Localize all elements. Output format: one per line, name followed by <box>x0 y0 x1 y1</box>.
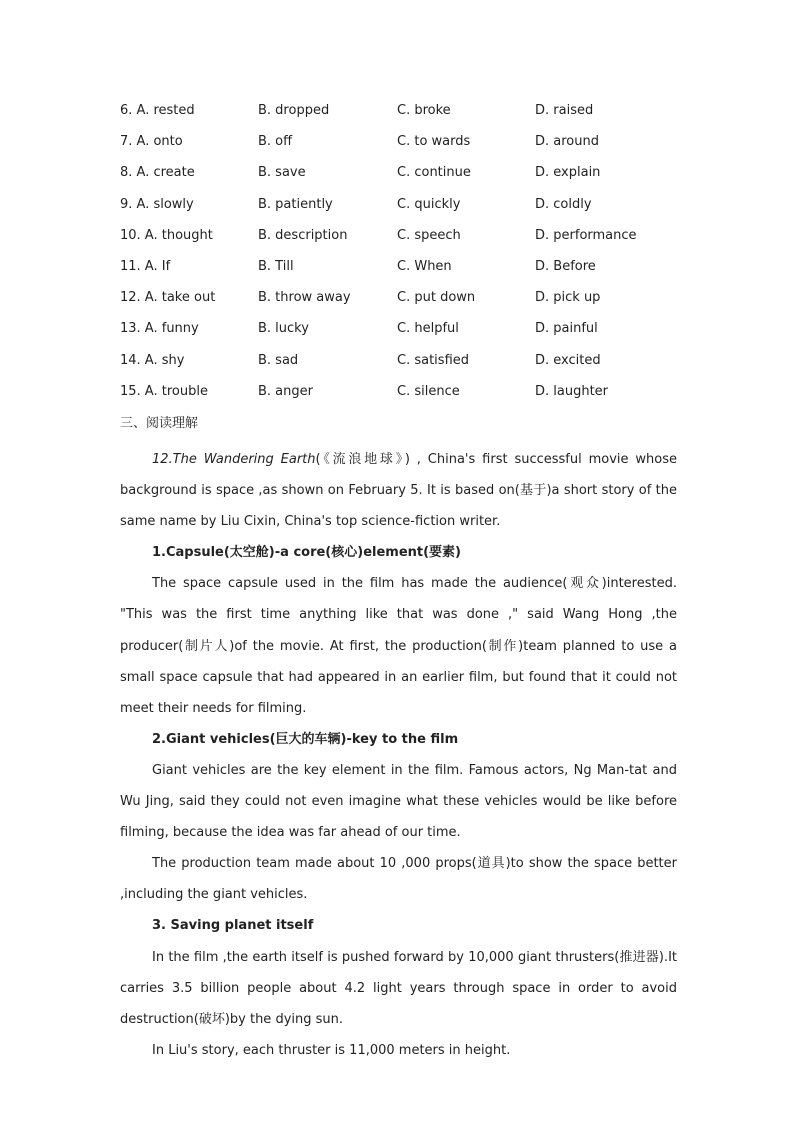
option-row <box>120 131 680 162</box>
options-table <box>120 100 680 412</box>
option-c: C. helpful <box>397 321 459 337</box>
paragraph: The production team made about 10 ,000 props(道具)to show the space better ,including the giant vehicles. <box>120 856 677 903</box>
option-b: B. description <box>258 227 348 243</box>
option-a: 13. A. funny <box>120 321 199 337</box>
reading-passage <box>120 444 677 1066</box>
section-heading-planet: 3. Saving planet itself <box>152 918 314 934</box>
option-d: D. explain <box>535 165 601 181</box>
option-d: D. performance <box>535 227 637 243</box>
option-a: 9. A. slowly <box>120 196 194 212</box>
option-a: 10. A. thought <box>120 227 213 243</box>
option-b: B. patiently <box>258 196 333 212</box>
option-row <box>120 350 680 381</box>
intro-paragraph <box>120 444 677 537</box>
option-b: B. sad <box>258 352 299 368</box>
option-d: D. laughter <box>535 383 609 399</box>
section-heading-capsule: 1.Capsule(太空舱)-a core(核心)element(要素) <box>152 545 461 561</box>
option-c: C. broke <box>397 103 451 118</box>
option-d: D. Before <box>535 258 596 274</box>
option-c: C. When <box>397 258 452 274</box>
option-a: 7. A. onto <box>120 134 183 150</box>
option-c: C. silence <box>397 383 460 399</box>
option-a: 14. A. shy <box>120 352 185 368</box>
option-a: 6. A. rested <box>120 103 195 118</box>
option-row <box>120 256 680 287</box>
option-a: 11. A. If <box>120 258 171 274</box>
paragraph: Giant vehicles are the key element in the film. Famous actors, Ng Man-tat and Wu Jing, said they could not even imagine what these vehicles would be like before filming, because the idea was far ahead of our time. <box>120 762 677 841</box>
paragraph: In Liu's story, each thruster is 11,000 meters in height. <box>152 1042 511 1058</box>
option-c: C. speech <box>397 227 461 243</box>
section-heading: 三、阅读理解 <box>120 416 199 431</box>
option-c: C. quickly <box>397 196 461 212</box>
option-a: 12. A. take out <box>120 290 216 306</box>
paragraph: The space capsule used in the film has made the audience(观众)interested. "This was the first time anything like that was done ," said Wang Hong ,the producer(制片人)of the movie. At first, the production(制作)team planned to use a small space capsule that had appeared in an earlier film, but found that it could not meet their needs for filming. <box>120 576 677 716</box>
option-b: B. Till <box>258 258 294 274</box>
option-c: C. put down <box>397 290 476 306</box>
movie-title: 12.The Wandering Earth <box>152 452 316 467</box>
option-row <box>120 318 680 349</box>
option-a: 8. A. create <box>120 165 195 181</box>
option-row <box>120 287 680 318</box>
option-b: B. dropped <box>258 103 330 118</box>
section-heading-vehicles: 2.Giant vehicles(巨大的车辆)-key to the film <box>152 731 459 747</box>
option-a: 15. A. trouble <box>120 383 208 399</box>
option-c: C. satisfied <box>397 352 470 368</box>
paragraph: In the film ,the earth itself is pushed forward by 10,000 giant thrusters(推进器).It carries 3.5 billion people about 4.2 light years through space in order to avoid destruction(破坏)by the dying sun. <box>120 949 677 1027</box>
option-b: B. anger <box>258 383 313 399</box>
option-row <box>120 381 680 412</box>
option-c: C. continue <box>397 165 471 181</box>
option-row <box>120 100 680 131</box>
option-row <box>120 194 680 225</box>
option-b: B. save <box>258 165 306 181</box>
option-d: D. coldly <box>535 196 592 212</box>
option-row <box>120 162 680 193</box>
option-d: D. pick up <box>535 290 601 306</box>
option-b: B. lucky <box>258 321 309 337</box>
intro-text: (《流浪地球》) , China's first successful movie whose background is space ,as shown on February 5. It is based on(基于)a short story of the same name by Liu Cixin, China's top science-fiction writer. <box>120 452 678 530</box>
option-d: D. around <box>535 134 599 150</box>
option-d: D. raised <box>535 103 594 118</box>
option-b: B. off <box>258 134 293 150</box>
option-row <box>120 225 680 256</box>
option-c: C. to wards <box>397 134 471 150</box>
option-d: D. painful <box>535 321 598 337</box>
option-b: B. throw away <box>258 290 351 306</box>
option-d: D. excited <box>535 352 601 368</box>
